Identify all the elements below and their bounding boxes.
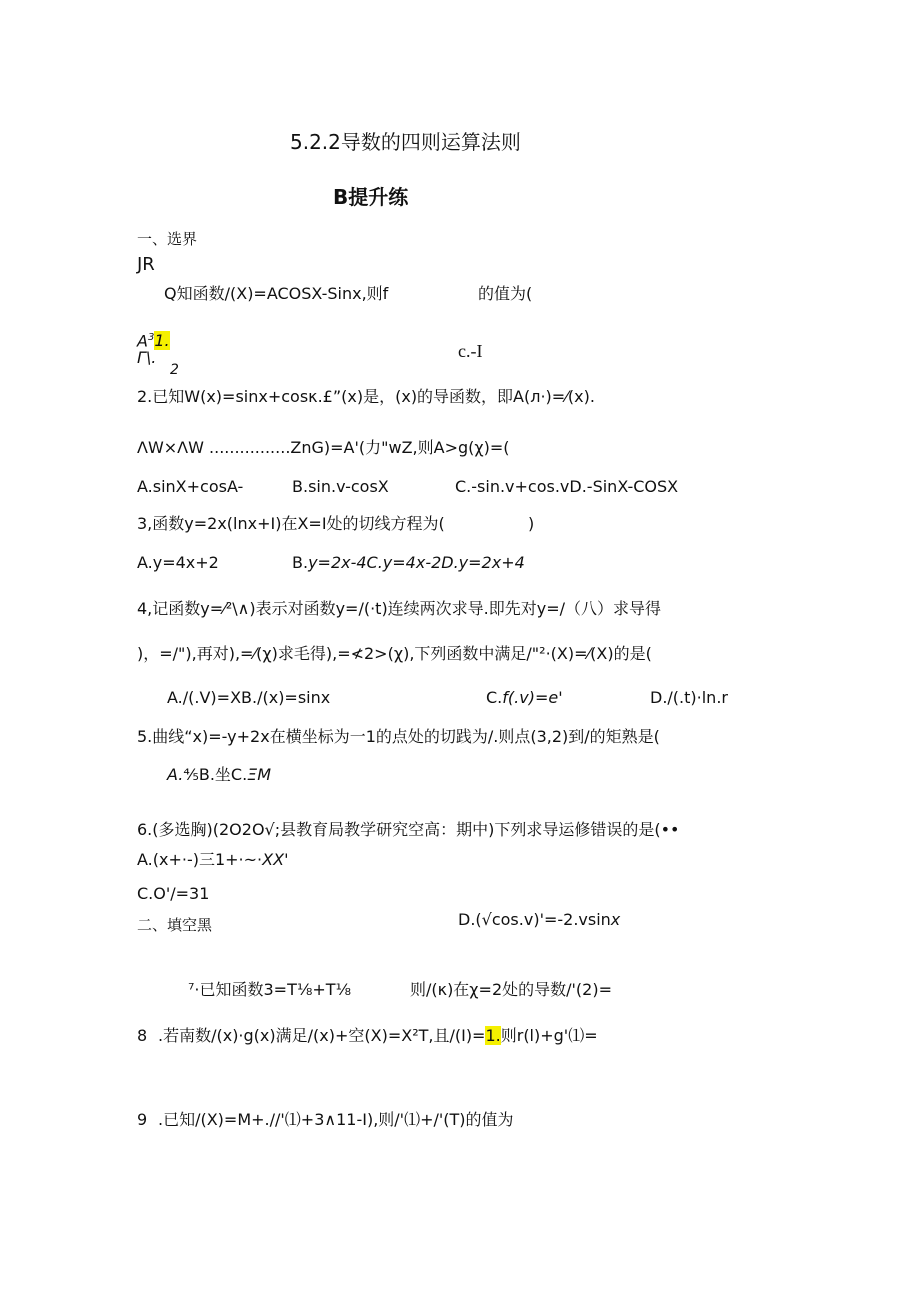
q2-line2: ΛW×ΛW ................ZnG)=A'(力"wZ,则A>g(χ)=( [137, 438, 510, 457]
q3-option-b-prefix: B. [292, 553, 309, 572]
q4-option-c [486, 690, 563, 706]
q9-text: .已知/(X)=M+.//'⑴+3∧11-I),则/'⑴+/'(T)的值为 [158, 1110, 514, 1129]
q5-option-prefix: A. [167, 765, 184, 784]
q6-option-a-end: XX' [262, 850, 289, 869]
q3-option-bcd-text: y=2x-4C.y=4x-2D.y=2x+4 [308, 553, 525, 572]
q3-option-a: A.y=4x+2 [137, 553, 219, 572]
section-heading-choice: 一、选界 [137, 230, 198, 248]
page-subtitle: B提升练 [333, 185, 409, 209]
q8-number: 8 [137, 1026, 148, 1045]
q1-option-a-line3: 2 [170, 362, 179, 378]
q6-option-d-end: x [610, 910, 621, 929]
q4-option-d: D./(.t)·ln.r [650, 688, 728, 707]
q3-stem: 3,函数y=2x(lnx+I)在X=I处的切线方程为( [137, 514, 445, 533]
q1-option-a-line2: Γ\. [137, 348, 157, 367]
q7-right: 则/(κ)在χ=2处的导数/'(2)= [410, 980, 612, 999]
q8-text [158, 1028, 598, 1044]
q6-option-a [137, 852, 288, 868]
q8-highlight: 1. [485, 1026, 501, 1045]
q1-option-a-sup: 3 [147, 332, 155, 343]
q6-option-d-text: D.(√cos.v)'=-2.vsin [458, 910, 611, 929]
q1-stem-end: 的值为( [478, 284, 533, 303]
q5-options [167, 767, 271, 783]
q1-option-a-highlight: 1. [154, 331, 170, 351]
q6-option-a-prefix: A.(x+·-)三1+·~· [137, 850, 263, 869]
q5-option-end: ΞM [247, 765, 272, 784]
q2-option-b: B.sin.v-cosX [292, 477, 389, 496]
q3-stem-end: ) [528, 514, 535, 533]
q1-option-c: c.-I [458, 341, 483, 361]
q1-option-a-prefix: A [137, 331, 148, 351]
section-mark-jr: JR [137, 254, 155, 275]
q2-line1: 2.已知W(x)=sinx+cosκ.£”(x)是，(x)的导函数，即A(л·)=⁄(x). [137, 387, 595, 406]
q1-stem: Q知函数/(X)=ACOSX-Sinx,则f [164, 284, 389, 303]
q3-option-bcd [292, 555, 525, 571]
q8-text-end: 则r(l)+g'⑴= [500, 1026, 598, 1045]
q8-text-main: .若南数/(x)·g(x)满足/(x)+空(X)=X²T,且/(I)= [158, 1026, 486, 1045]
q2-option-cd: C.-sin.v+cos.vD.-SinX-COSX [455, 477, 679, 496]
section-heading-fill: 二、填空黑 [137, 916, 213, 934]
page-title: 5.2.2导数的四则运算法则 [290, 130, 521, 154]
q6-stem: 6.(多选胸)(2O2O√;县教育局教学研究空高：期中)下列求导运修错误的是(•• [137, 820, 680, 839]
q1-option-a [137, 333, 170, 349]
q7-left: ⁷·已知函数3=T⅛+T⅛ [188, 980, 352, 999]
q4-option-c-prefix: C. [486, 688, 503, 707]
q5-stem: 5.曲线“x)=-y+2x在横坐标为一1的点处的切践为/.则点(3,2)到/的矩熟是( [137, 727, 660, 746]
q4-line2: )，=/"),再对),=⁄(χ)求毛得),=≮2>(χ),下列函数中满足/"²·(X)=⁄(X)的是( [137, 644, 652, 663]
q4-option-c-text: f(.v)=e' [502, 688, 563, 707]
q9-number: 9 [137, 1110, 148, 1129]
q6-option-c: C.O'/=31 [137, 884, 210, 903]
q4-option-ab: A./(.V)=XB./(x)=sinx [167, 688, 331, 707]
q4-line1: 4,记函数y=⁄²\∧)表示对函数y=/(·t)连续两次求导.即先对y=/（八）求导得 [137, 599, 662, 618]
q5-option-mid: ⅘B.坐C. [183, 765, 248, 784]
q6-option-d [458, 912, 620, 928]
q2-option-a: A.sinX+cosA- [137, 477, 244, 496]
